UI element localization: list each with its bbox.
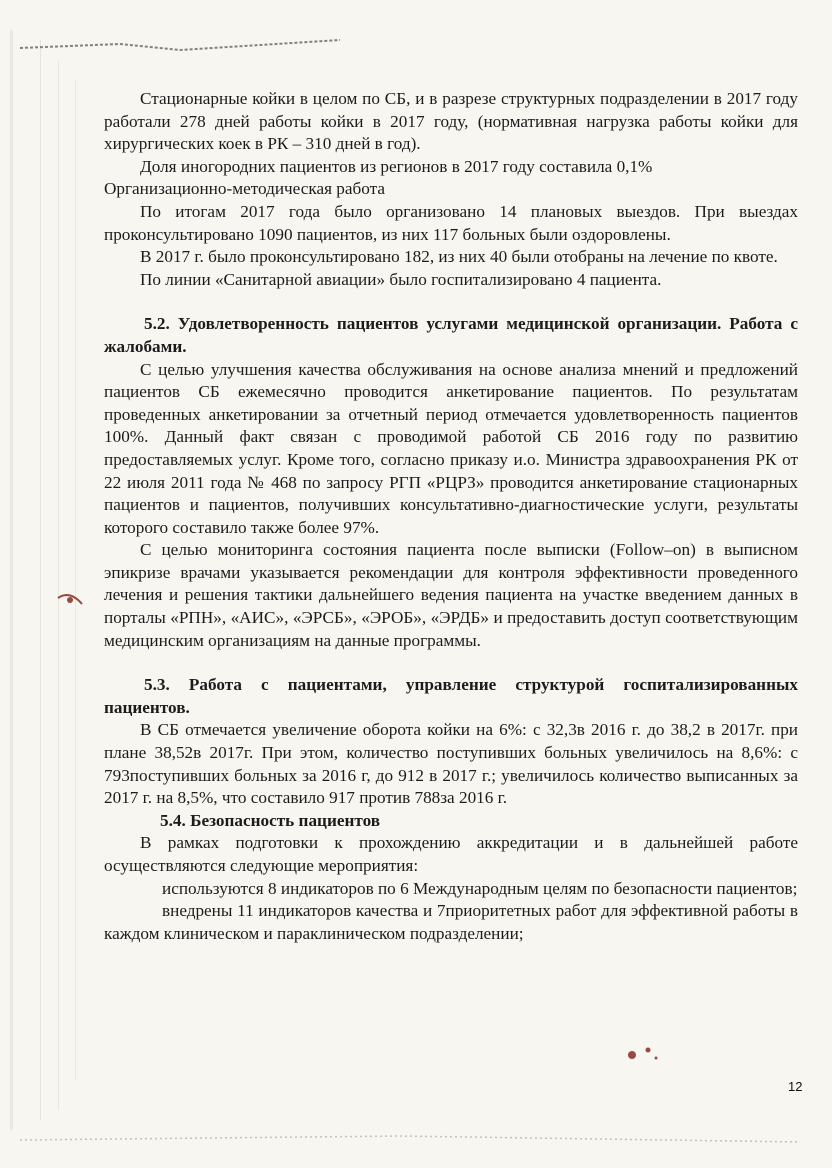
list-item-indicators: используются 8 индикаторов по 6 Международным целям по безопасности пациентов; [162,878,798,898]
page-number: 12 [788,1079,803,1094]
paragraph-quota: В 2017 г. было проконсультировано 182, из них 40 были отобраны на лечение по квоте. [140,247,778,267]
list-item-quality-indicators: внедрены 11 индикаторов качества и 7приоритетных работ для эффективной работы в каждом клиническом и параклиническом подразделении; [104,901,798,943]
paragraph-satisfaction: С целью улучшения качества обслуживания на основе анализа мнений и предложений пациентов СБ ежемесячно проводится анкетирование пациентов. По результатам проведенных анкетировании за отчетный период отмечается удовлетворенность пациентов 100%. Данный факт связан с проводимой работой СБ 2016 году по развитию предоставляемых услуг. Кроме того, согласно приказу и.о. Министра здравоохранения РК от 22 июля 2011 года № 468 по запросу РГП «РЦРЗ» проводится анкетирование стационарных пациентов и пациентов, получивших консультативно-диагностические услуги, результаты которого составило также более 97%. [104,359,798,537]
paragraph-accreditation: В рамках подготовки к прохождению аккредитации и в дальнейшей работе осуществляются следующие мероприятия: [104,833,798,875]
paragraph-field-visits: По итогам 2017 года было организовано 14 плановых выездов. При выездах проконсультировано 1090 пациентов, из них 117 больных были оздоровлены. [104,201,798,244]
section-heading-5-4: 5.4. Безопасность пациентов [160,810,381,830]
document-body [104,88,798,945]
paragraph-sanitary-aviation: По линии «Санитарной авиации» было госпитализировано 4 пациента. [140,269,662,289]
paragraph-follow-on: С целью мониторинга состояния пациента после выписки (Follow–on) в выписном эпикризе врачами указывается рекомендации для контроля эффективности проведенного лечения и решения тактики дальнейшего ведения пациента на участке введением данных в порталы «РПН», «АИС», «ЭРСБ», «ЭРОБ», «ЭРДБ» и предоставить доступ соответствующим медицинским организациям на данные программы. [104,540,798,650]
paragraph-nonresident-share: Доля иногородних пациентов из регионов в 2017 году составила 0,1% [140,156,653,176]
paragraph-beds: Стационарные койки в целом по СБ, и в разрезе структурных подразделении в 2017 году работали 278 дней работы койки в 2017 году, (нормативная нагрузка работы койки для хирургических коек в РК – 310 дней в год). [104,89,798,154]
section-heading-5-3: 5.3. Работа с пациентами, управление структурой госпитализированных пациентов. [104,675,798,717]
paragraph-bed-turnover: В СБ отмечается увеличение оборота койки на 6%: с 32,3в 2016 г. до 38,2 в 2017г. при плане 38,52в 2017г. При этом, количество поступивших больных увеличилось на 8,6%: с 793поступивших больных за 2016 г, до 912 в 2017 г.; увеличилось количество выписанных за 2017 г. на 8,5%, что составило 917 против 788за 2016 г. [104,720,798,808]
paragraph-org-methodical: Организационно-методическая работа [104,179,385,199]
section-heading-5-2: 5.2. Удовлетворенность пациентов услугами медицинской организации. Работа с жалобами. [104,314,798,356]
